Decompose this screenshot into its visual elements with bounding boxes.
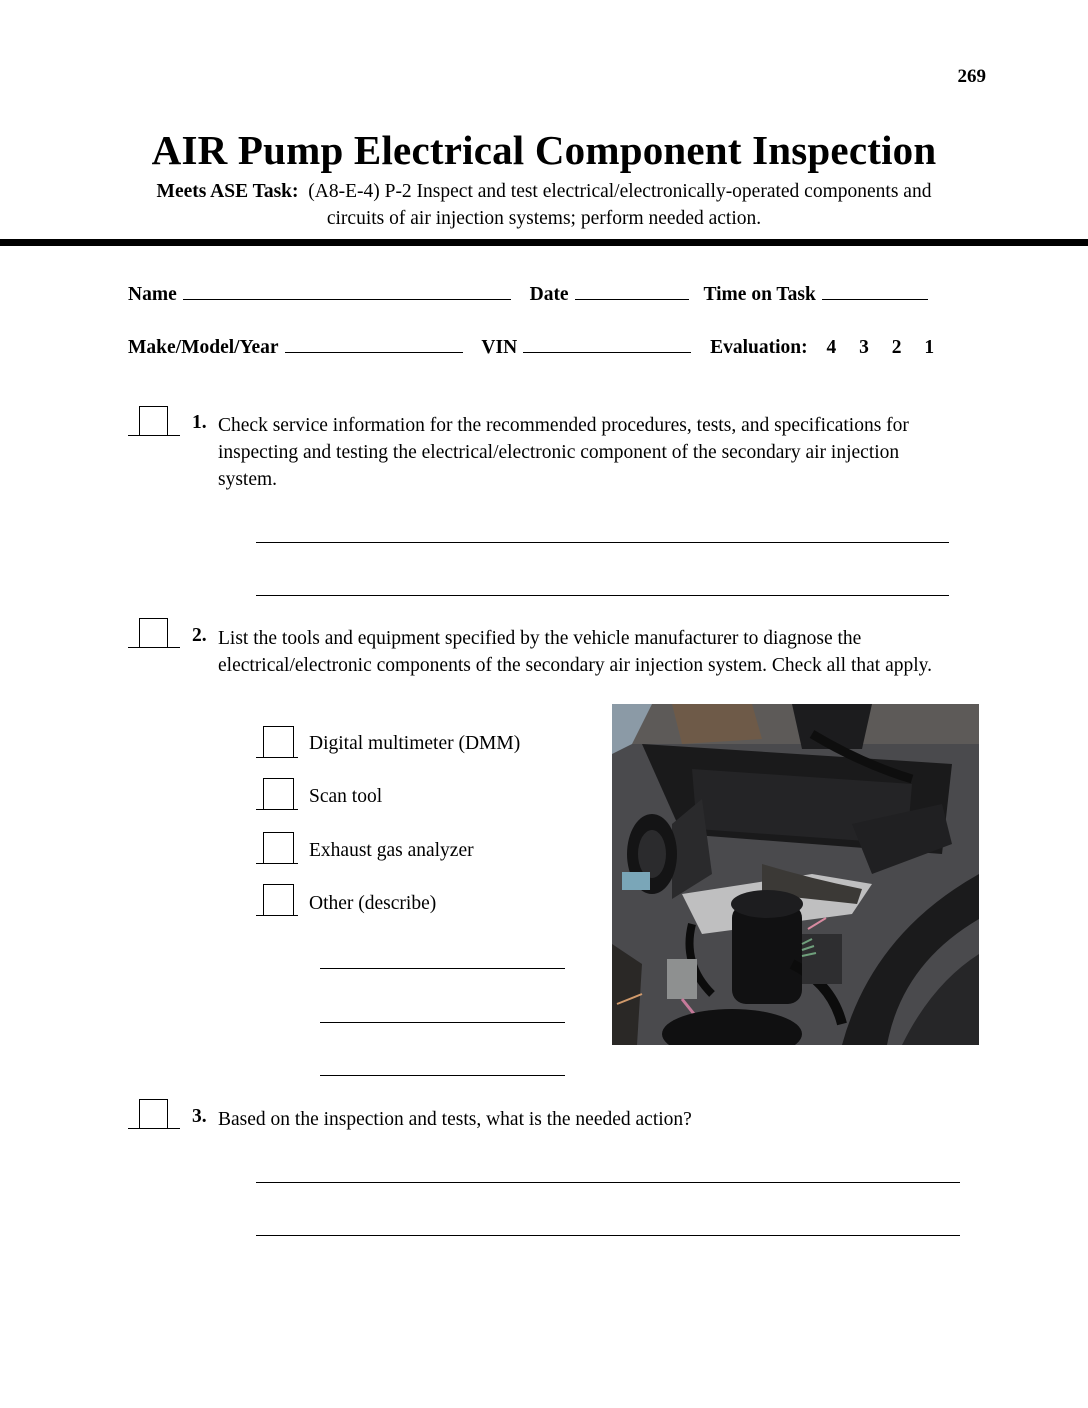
page-number: 269 [957, 66, 986, 87]
make-model-year-label: Make/Model/Year [128, 337, 279, 358]
checkbox-square-icon [263, 726, 294, 757]
time-on-task-label: Time on Task [703, 284, 816, 305]
step-1-number: 1. [192, 412, 207, 433]
step-3-answer-line-2[interactable] [256, 1235, 960, 1236]
option-scan-tool-checkbox[interactable] [256, 776, 298, 810]
checkbox-square-icon [263, 778, 294, 809]
task-text-line2: circuits of air injection systems; perform needed action. [326, 208, 762, 229]
ase-task-description [0, 178, 1088, 232]
step-3-text: Based on the inspection and tests, what is the needed action? [218, 1109, 692, 1130]
name-field[interactable] [183, 281, 511, 300]
step-1-answer-line-1[interactable] [256, 542, 949, 543]
checkbox-square-icon [139, 1099, 168, 1128]
option-scan-tool-label: Scan tool [309, 786, 383, 807]
checkbox-underline [256, 863, 298, 864]
date-field[interactable] [575, 281, 689, 300]
option-other-label: Other (describe) [309, 893, 437, 914]
air-pump-photo-image [612, 704, 979, 1045]
step-3-number: 3. [192, 1106, 207, 1127]
vin-label: VIN [481, 337, 518, 358]
option-exhaust-gas-analyzer-label: Exhaust gas analyzer [309, 840, 474, 861]
time-on-task-field[interactable] [822, 281, 928, 300]
evaluation-label: Evaluation: [710, 337, 808, 358]
air-pump-photo [612, 704, 979, 1045]
checkbox-underline [256, 809, 298, 810]
checkbox-square-icon [139, 618, 168, 647]
task-text-line1: (A8-E-4) P-2 Inspect and test electrical/electronically-operated components and [308, 181, 932, 202]
date-label: Date [529, 284, 569, 305]
header-divider [0, 239, 1088, 246]
other-describe-line-2[interactable] [320, 1022, 565, 1023]
other-describe-line-3[interactable] [320, 1075, 565, 1076]
evaluation-score-4[interactable]: 4 [826, 337, 837, 358]
checkbox-square-icon [263, 884, 294, 915]
checkbox-underline [128, 435, 180, 436]
checkbox-underline [256, 915, 298, 916]
task-label: Meets ASE Task: [156, 181, 299, 202]
checkbox-underline [256, 757, 298, 758]
option-dmm-label: Digital multimeter (DMM) [309, 733, 521, 754]
checkbox-underline [128, 1128, 180, 1129]
step-2-checkbox[interactable] [128, 618, 180, 648]
step-2-number: 2. [192, 625, 207, 646]
evaluation-score-2[interactable]: 2 [891, 337, 902, 358]
step-1-text: Check service information for the recommended procedures, tests, and specifications for inspecting and testing the electrical/electronic component of the secondary air injection system. [218, 415, 909, 490]
vin-field[interactable] [523, 334, 691, 353]
step-3-checkbox[interactable] [128, 1099, 180, 1129]
name-label: Name [128, 284, 177, 305]
step-1-answer-line-2[interactable] [256, 595, 949, 596]
checkbox-square-icon [263, 832, 294, 863]
step-2-text: List the tools and equipment specified by the vehicle manufacturer to diagnose the electrical/electronic components of the secondary air injection system. Check all that apply. [218, 628, 933, 676]
option-other-checkbox[interactable] [256, 882, 298, 916]
header-fields-row-1 [128, 281, 928, 306]
page-title: AIR Pump Electrical Component Inspection [151, 127, 937, 173]
step-3-answer-line-1[interactable] [256, 1182, 960, 1183]
option-exhaust-gas-analyzer-checkbox[interactable] [256, 830, 298, 864]
header-fields-row-2 [128, 334, 934, 359]
checkbox-underline [128, 647, 180, 648]
checkbox-square-icon [139, 406, 168, 435]
other-describe-line-1[interactable] [320, 968, 565, 969]
evaluation-score-3[interactable]: 3 [859, 337, 869, 358]
make-model-year-field[interactable] [285, 334, 463, 353]
step-1-checkbox[interactable] [128, 406, 180, 436]
evaluation-score-1[interactable]: 1 [924, 337, 935, 358]
option-dmm-checkbox[interactable] [256, 724, 298, 758]
